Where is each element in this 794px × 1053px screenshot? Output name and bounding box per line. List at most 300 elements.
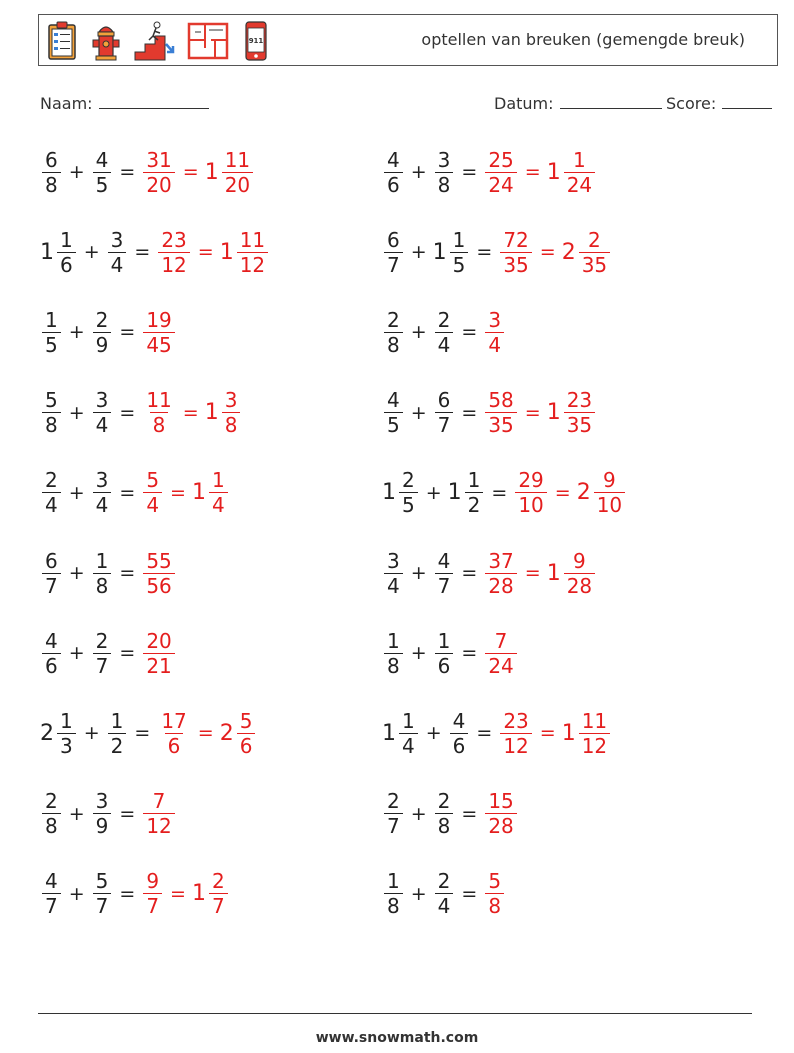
answer-denominator: 28 bbox=[485, 813, 516, 836]
problem-item bbox=[40, 864, 230, 924]
answer-mixed-fraction bbox=[209, 468, 228, 518]
answer-improper-fraction bbox=[143, 147, 174, 197]
addend-1-numerator: 1 bbox=[402, 708, 415, 733]
addend-2-numerator: 1 bbox=[467, 468, 481, 493]
addend-2-fraction bbox=[108, 227, 127, 277]
problem-item bbox=[40, 383, 242, 443]
addend-2-fraction bbox=[435, 307, 454, 357]
answer-equals-sign: = bbox=[170, 481, 186, 504]
addend-1-numerator: 1 bbox=[45, 307, 58, 332]
addend-2-numerator: 3 bbox=[110, 227, 124, 252]
fire-hydrant-icon bbox=[89, 20, 123, 62]
equals-sign: = bbox=[119, 562, 136, 584]
score-field bbox=[666, 94, 772, 113]
addend-2-fraction bbox=[435, 548, 454, 598]
plus-sign: + bbox=[68, 481, 85, 504]
answer-mixed-denominator: 7 bbox=[209, 893, 228, 916]
answer-improper-fraction bbox=[143, 869, 162, 919]
answer-denominator: 24 bbox=[485, 653, 516, 676]
answer-mixed-numerator: 9 bbox=[573, 548, 586, 573]
answer-mixed-fraction bbox=[237, 708, 256, 758]
addend-1-fraction bbox=[42, 307, 61, 357]
problem-item bbox=[382, 222, 612, 282]
addend-1-denominator: 7 bbox=[42, 893, 61, 916]
addend-2-denominator: 2 bbox=[465, 492, 484, 515]
answer-equals-sign: = bbox=[182, 161, 199, 183]
answer-numerator: 19 bbox=[146, 307, 172, 332]
emergency-phone-911-icon bbox=[239, 20, 273, 62]
addend-2-fraction bbox=[93, 147, 112, 197]
addend-2-denominator: 4 bbox=[108, 252, 127, 275]
addend-1-numerator: 2 bbox=[45, 468, 58, 493]
answer-mixed-whole: 1 bbox=[204, 400, 219, 426]
plus-sign: + bbox=[68, 321, 85, 344]
answer-mixed-fraction bbox=[237, 227, 268, 277]
plus-sign: + bbox=[410, 562, 427, 584]
answer-improper-fraction bbox=[485, 307, 504, 357]
addend-1-fraction bbox=[384, 388, 403, 438]
addend-2-fraction bbox=[93, 548, 112, 598]
answer bbox=[141, 388, 242, 438]
addend-1-denominator: 7 bbox=[42, 573, 61, 596]
problem-item bbox=[382, 864, 506, 924]
answer bbox=[141, 869, 229, 919]
date-field bbox=[494, 94, 662, 113]
addend-2-numerator: 2 bbox=[95, 628, 109, 653]
name-line bbox=[99, 94, 209, 109]
answer-equals-sign: = bbox=[197, 241, 214, 264]
answer-denominator: 20 bbox=[143, 172, 174, 195]
addend-2-numerator: 1 bbox=[95, 548, 109, 573]
addend-2-denominator: 4 bbox=[93, 412, 112, 435]
addend-2-numerator: 3 bbox=[437, 147, 451, 172]
answer-denominator: 12 bbox=[158, 252, 189, 275]
answer-improper-fraction bbox=[143, 789, 174, 839]
addend-1-denominator: 6 bbox=[57, 252, 76, 275]
addend-2-fraction bbox=[93, 388, 112, 438]
answer-denominator: 12 bbox=[143, 813, 174, 836]
answer-improper-fraction bbox=[158, 227, 189, 277]
addend-2-denominator: 9 bbox=[93, 332, 112, 355]
answer bbox=[513, 468, 627, 518]
addend-2-fraction bbox=[465, 468, 484, 518]
addend-2-numerator: 3 bbox=[95, 789, 109, 814]
answer-denominator: 12 bbox=[500, 733, 531, 756]
plus-sign: + bbox=[410, 642, 427, 665]
problem-item bbox=[382, 383, 597, 443]
addend-1-fraction bbox=[42, 789, 61, 839]
problem-item bbox=[382, 302, 506, 362]
problem-item bbox=[40, 703, 257, 763]
addend-1-fraction bbox=[384, 307, 403, 357]
addend-1-denominator: 3 bbox=[57, 733, 76, 756]
addend-1-denominator: 7 bbox=[384, 252, 403, 275]
addend-2-numerator: 2 bbox=[437, 789, 451, 814]
addend-2-numerator: 1 bbox=[452, 227, 466, 252]
answer-mixed-denominator: 35 bbox=[579, 252, 610, 275]
addend-2-denominator: 6 bbox=[435, 653, 454, 676]
answer-improper-fraction bbox=[143, 628, 174, 678]
addend-1-numerator: 2 bbox=[45, 789, 58, 814]
answer-improper-fraction bbox=[143, 468, 162, 518]
answer-equals-sign: = bbox=[524, 562, 541, 584]
addend-1-numerator: 1 bbox=[60, 708, 73, 733]
answer bbox=[141, 468, 229, 518]
date-label: Datum: bbox=[494, 94, 554, 113]
addend-2-numerator: 2 bbox=[95, 307, 109, 332]
addend-1-fraction bbox=[384, 628, 403, 678]
equals-sign: = bbox=[476, 722, 493, 745]
footer-url: www.snowmath.com bbox=[315, 1030, 479, 1046]
answer-mixed-numerator: 2 bbox=[588, 227, 601, 252]
answer-mixed-whole: 1 bbox=[546, 159, 561, 185]
answer-denominator: 4 bbox=[143, 492, 162, 515]
answer-mixed-denominator: 28 bbox=[564, 573, 595, 596]
addend-1-denominator: 4 bbox=[399, 733, 418, 756]
equals-sign: = bbox=[119, 161, 136, 183]
floor-plan-icon bbox=[187, 20, 229, 62]
answer-improper-fraction bbox=[485, 388, 516, 438]
answer-numerator: 17 bbox=[161, 708, 187, 733]
addend-2-fraction bbox=[435, 628, 454, 678]
answer bbox=[141, 789, 176, 839]
problem-item bbox=[382, 623, 519, 683]
answer-improper-fraction bbox=[485, 789, 516, 839]
addend-2-fraction bbox=[435, 789, 454, 839]
addend-2-denominator: 4 bbox=[435, 332, 454, 355]
addend-2-denominator: 2 bbox=[108, 733, 127, 756]
answer-mixed-fraction bbox=[579, 227, 610, 277]
problem-item bbox=[382, 784, 519, 844]
addend-1-whole: 1 bbox=[40, 239, 54, 265]
answer-mixed-numerator: 3 bbox=[224, 388, 238, 413]
addend-2-fraction bbox=[108, 708, 127, 758]
answer-mixed-denominator: 24 bbox=[564, 172, 595, 195]
answer-denominator: 24 bbox=[485, 172, 516, 195]
answer-numerator: 31 bbox=[146, 147, 172, 172]
answer bbox=[156, 227, 270, 277]
answer-denominator: 21 bbox=[143, 653, 174, 676]
worksheet-title: optellen van breuken (gemengde breuk) bbox=[421, 30, 745, 49]
addend-1-fraction bbox=[384, 147, 403, 197]
problem-item bbox=[40, 463, 230, 523]
equals-sign: = bbox=[119, 642, 136, 665]
header-icons bbox=[45, 19, 273, 63]
answer bbox=[483, 388, 597, 438]
addend-1-numerator: 6 bbox=[387, 227, 400, 252]
answer-mixed-whole: 1 bbox=[219, 239, 234, 265]
addend-1-fraction bbox=[384, 789, 403, 839]
answer-mixed-fraction bbox=[564, 147, 595, 197]
answer-improper-fraction bbox=[485, 548, 516, 598]
addend-2-fraction bbox=[93, 869, 112, 919]
problem-item bbox=[40, 302, 177, 362]
addend-2-numerator: 6 bbox=[437, 388, 451, 413]
addend-2-denominator: 7 bbox=[93, 893, 112, 916]
addend-1-fraction bbox=[399, 468, 418, 518]
addend-1-numerator: 1 bbox=[387, 628, 400, 653]
answer-numerator: 25 bbox=[488, 147, 514, 172]
answer-mixed-numerator: 11 bbox=[224, 147, 251, 172]
answer-numerator: 5 bbox=[488, 869, 502, 894]
addend-2-denominator: 6 bbox=[450, 733, 469, 756]
addend-1-numerator: 4 bbox=[45, 628, 58, 653]
plus-sign: + bbox=[425, 722, 442, 745]
addend-1-numerator: 3 bbox=[387, 548, 400, 573]
addend-1-whole: 1 bbox=[382, 480, 396, 506]
addend-1-fraction bbox=[42, 147, 61, 197]
answer-equals-sign: = bbox=[539, 722, 556, 745]
addend-2-denominator: 7 bbox=[93, 653, 112, 676]
plus-sign: + bbox=[68, 882, 85, 905]
answer bbox=[483, 147, 597, 197]
equals-sign: = bbox=[461, 401, 478, 424]
addend-1-numerator: 4 bbox=[45, 869, 58, 894]
addend-2-fraction bbox=[93, 789, 112, 839]
answer-mixed-fraction bbox=[579, 708, 610, 758]
answer bbox=[483, 789, 518, 839]
stairs-exit-icon bbox=[133, 20, 177, 62]
answer-numerator: 11 bbox=[146, 388, 172, 413]
answer-equals-sign: = bbox=[554, 481, 571, 504]
date-line bbox=[560, 94, 662, 109]
addend-2-denominator: 5 bbox=[93, 172, 112, 195]
answer-numerator: 37 bbox=[488, 548, 514, 573]
answer bbox=[141, 307, 176, 357]
equals-sign: = bbox=[119, 882, 136, 905]
plus-sign: + bbox=[83, 241, 100, 264]
answer-equals-sign: = bbox=[524, 161, 541, 183]
answer bbox=[483, 548, 597, 598]
answer-mixed-fraction bbox=[594, 468, 625, 518]
equals-sign: = bbox=[461, 642, 478, 665]
answer-equals-sign: = bbox=[539, 241, 556, 264]
equals-sign: = bbox=[461, 321, 478, 344]
addend-1-whole: 2 bbox=[40, 720, 54, 746]
addend-1-fraction bbox=[42, 869, 61, 919]
answer-denominator: 8 bbox=[485, 893, 504, 916]
addend-2-numerator: 1 bbox=[437, 628, 451, 653]
answer-improper-fraction bbox=[500, 708, 531, 758]
answer-equals-sign: = bbox=[524, 401, 541, 424]
answer-mixed-whole: 2 bbox=[576, 480, 591, 506]
plus-sign: + bbox=[68, 562, 85, 584]
answer bbox=[483, 628, 518, 678]
answer-equals-sign: = bbox=[170, 882, 186, 905]
addend-1-numerator: 4 bbox=[387, 147, 400, 172]
addend-1-denominator: 7 bbox=[384, 813, 403, 836]
equals-sign: = bbox=[134, 241, 151, 264]
addend-1-fraction bbox=[42, 388, 61, 438]
answer-mixed-numerator: 1 bbox=[211, 468, 225, 493]
addend-1-denominator: 8 bbox=[42, 172, 61, 195]
answer-mixed-numerator: 2 bbox=[211, 869, 225, 894]
equals-sign: = bbox=[119, 401, 136, 424]
plus-sign: + bbox=[68, 401, 85, 424]
addend-1-whole: 1 bbox=[382, 720, 396, 746]
answer-mixed-numerator: 11 bbox=[239, 227, 266, 252]
addend-1-denominator: 5 bbox=[42, 332, 61, 355]
name-field bbox=[40, 94, 209, 113]
equals-sign: = bbox=[461, 802, 478, 825]
answer-denominator: 35 bbox=[500, 252, 531, 275]
answer-denominator: 7 bbox=[143, 893, 162, 916]
addend-1-denominator: 8 bbox=[42, 813, 61, 836]
addend-2-numerator: 2 bbox=[437, 307, 451, 332]
problem-item bbox=[40, 543, 177, 603]
addend-1-fraction bbox=[399, 708, 418, 758]
addend-2-whole: 1 bbox=[447, 480, 462, 506]
plus-sign: + bbox=[410, 802, 427, 825]
problem-item bbox=[40, 784, 177, 844]
plus-sign: + bbox=[68, 802, 85, 825]
addend-1-numerator: 6 bbox=[45, 548, 58, 573]
addend-1-fraction bbox=[42, 548, 61, 598]
plus-sign: + bbox=[410, 321, 427, 344]
answer-denominator: 45 bbox=[143, 332, 174, 355]
addend-2-fraction bbox=[93, 628, 112, 678]
addend-2-numerator: 1 bbox=[110, 708, 124, 733]
answer-mixed-fraction bbox=[222, 147, 253, 197]
addend-2-fraction bbox=[93, 468, 112, 518]
problem-item bbox=[40, 623, 177, 683]
plus-sign: + bbox=[68, 161, 85, 183]
name-label: Naam: bbox=[40, 94, 93, 113]
footer-divider bbox=[38, 1013, 752, 1014]
answer-mixed-numerator: 9 bbox=[603, 468, 616, 493]
equals-sign: = bbox=[119, 321, 136, 344]
clipboard-checklist-icon bbox=[45, 20, 79, 62]
addend-2-denominator: 4 bbox=[435, 893, 454, 916]
addend-2-numerator: 4 bbox=[437, 548, 451, 573]
addend-2-denominator: 7 bbox=[435, 573, 454, 596]
answer-mixed-whole: 1 bbox=[191, 881, 206, 907]
addend-1-numerator: 6 bbox=[45, 147, 58, 172]
answer-mixed-numerator: 5 bbox=[239, 708, 253, 733]
addend-2-denominator: 4 bbox=[93, 492, 112, 515]
equals-sign: = bbox=[476, 241, 493, 264]
equals-sign: = bbox=[461, 882, 478, 905]
answer-mixed-whole: 1 bbox=[191, 480, 206, 506]
answer bbox=[141, 628, 176, 678]
answer bbox=[498, 708, 612, 758]
answer-mixed-fraction bbox=[564, 388, 595, 438]
problem-item bbox=[382, 703, 612, 763]
answer bbox=[483, 307, 506, 357]
answer-mixed-fraction bbox=[222, 388, 241, 438]
answer-denominator: 35 bbox=[485, 412, 516, 435]
answer-numerator: 7 bbox=[494, 628, 508, 653]
problem-item bbox=[382, 543, 597, 603]
answer-mixed-numerator: 23 bbox=[566, 388, 593, 413]
answer-mixed-fraction bbox=[564, 548, 595, 598]
phone-911-text: 911 bbox=[248, 37, 264, 45]
addend-1-numerator: 5 bbox=[45, 388, 58, 413]
plus-sign: + bbox=[410, 401, 427, 424]
answer-improper-fraction bbox=[485, 147, 516, 197]
equals-sign: = bbox=[119, 481, 136, 504]
addend-2-denominator: 7 bbox=[435, 412, 454, 435]
addend-1-fraction bbox=[57, 227, 76, 277]
addend-1-denominator: 5 bbox=[384, 412, 403, 435]
plus-sign: + bbox=[410, 882, 427, 905]
addend-2-fraction bbox=[93, 307, 112, 357]
equals-sign: = bbox=[461, 161, 478, 183]
addend-2-numerator: 3 bbox=[95, 388, 109, 413]
addend-2-fraction bbox=[435, 147, 454, 197]
equals-sign: = bbox=[461, 562, 478, 584]
addend-2-numerator: 4 bbox=[95, 147, 109, 172]
answer-mixed-denominator: 8 bbox=[222, 412, 241, 435]
addend-1-denominator: 8 bbox=[384, 893, 403, 916]
addend-1-denominator: 4 bbox=[42, 492, 61, 515]
answer bbox=[141, 548, 176, 598]
plus-sign: + bbox=[83, 722, 100, 745]
answer-improper-fraction bbox=[158, 708, 189, 758]
answer-improper-fraction bbox=[500, 227, 531, 277]
answer bbox=[141, 147, 255, 197]
addend-2-denominator: 8 bbox=[435, 813, 454, 836]
answer-mixed-whole: 2 bbox=[219, 720, 234, 746]
problem-item bbox=[382, 142, 597, 202]
addend-2-whole: 1 bbox=[432, 239, 447, 265]
addend-1-denominator: 8 bbox=[384, 332, 403, 355]
addend-1-denominator: 8 bbox=[384, 653, 403, 676]
answer bbox=[483, 869, 506, 919]
addend-2-numerator: 4 bbox=[452, 708, 466, 733]
addend-2-denominator: 9 bbox=[93, 813, 112, 836]
answer-numerator: 23 bbox=[503, 708, 529, 733]
answer-numerator: 20 bbox=[146, 628, 172, 653]
answer-mixed-denominator: 20 bbox=[222, 172, 253, 195]
answer-improper-fraction bbox=[143, 307, 174, 357]
answer-mixed-denominator: 35 bbox=[564, 412, 595, 435]
answer-numerator: 55 bbox=[146, 548, 172, 573]
answer-denominator: 6 bbox=[165, 733, 184, 756]
answer-numerator: 23 bbox=[161, 227, 187, 252]
addend-2-denominator: 8 bbox=[435, 172, 454, 195]
addend-1-numerator: 2 bbox=[387, 307, 400, 332]
addend-1-numerator: 2 bbox=[402, 468, 415, 493]
answer-denominator: 4 bbox=[485, 332, 504, 355]
answer-numerator: 3 bbox=[488, 307, 502, 332]
plus-sign: + bbox=[68, 642, 85, 665]
problem-item bbox=[40, 222, 270, 282]
answer-mixed-fraction bbox=[209, 869, 228, 919]
answer-mixed-whole: 1 bbox=[204, 159, 219, 185]
answer-numerator: 58 bbox=[488, 388, 514, 413]
addend-1-fraction bbox=[57, 708, 76, 758]
addend-2-numerator: 3 bbox=[95, 468, 109, 493]
answer-denominator: 28 bbox=[485, 573, 516, 596]
answer-denominator: 10 bbox=[515, 492, 546, 515]
answer-numerator: 72 bbox=[503, 227, 529, 252]
answer-equals-sign: = bbox=[197, 722, 214, 745]
addend-1-fraction bbox=[384, 227, 403, 277]
addend-2-denominator: 5 bbox=[450, 252, 469, 275]
answer-mixed-denominator: 10 bbox=[594, 492, 625, 515]
answer-numerator: 15 bbox=[488, 789, 514, 814]
answer-denominator: 56 bbox=[143, 573, 174, 596]
answer-mixed-whole: 1 bbox=[546, 400, 561, 426]
answer-equals-sign: = bbox=[182, 401, 199, 424]
addend-1-denominator: 6 bbox=[42, 653, 61, 676]
problem-item bbox=[382, 463, 627, 523]
addend-1-numerator: 4 bbox=[387, 388, 400, 413]
answer bbox=[498, 227, 612, 277]
addend-1-numerator: 1 bbox=[387, 869, 400, 894]
answer-mixed-numerator: 1 bbox=[573, 147, 586, 172]
